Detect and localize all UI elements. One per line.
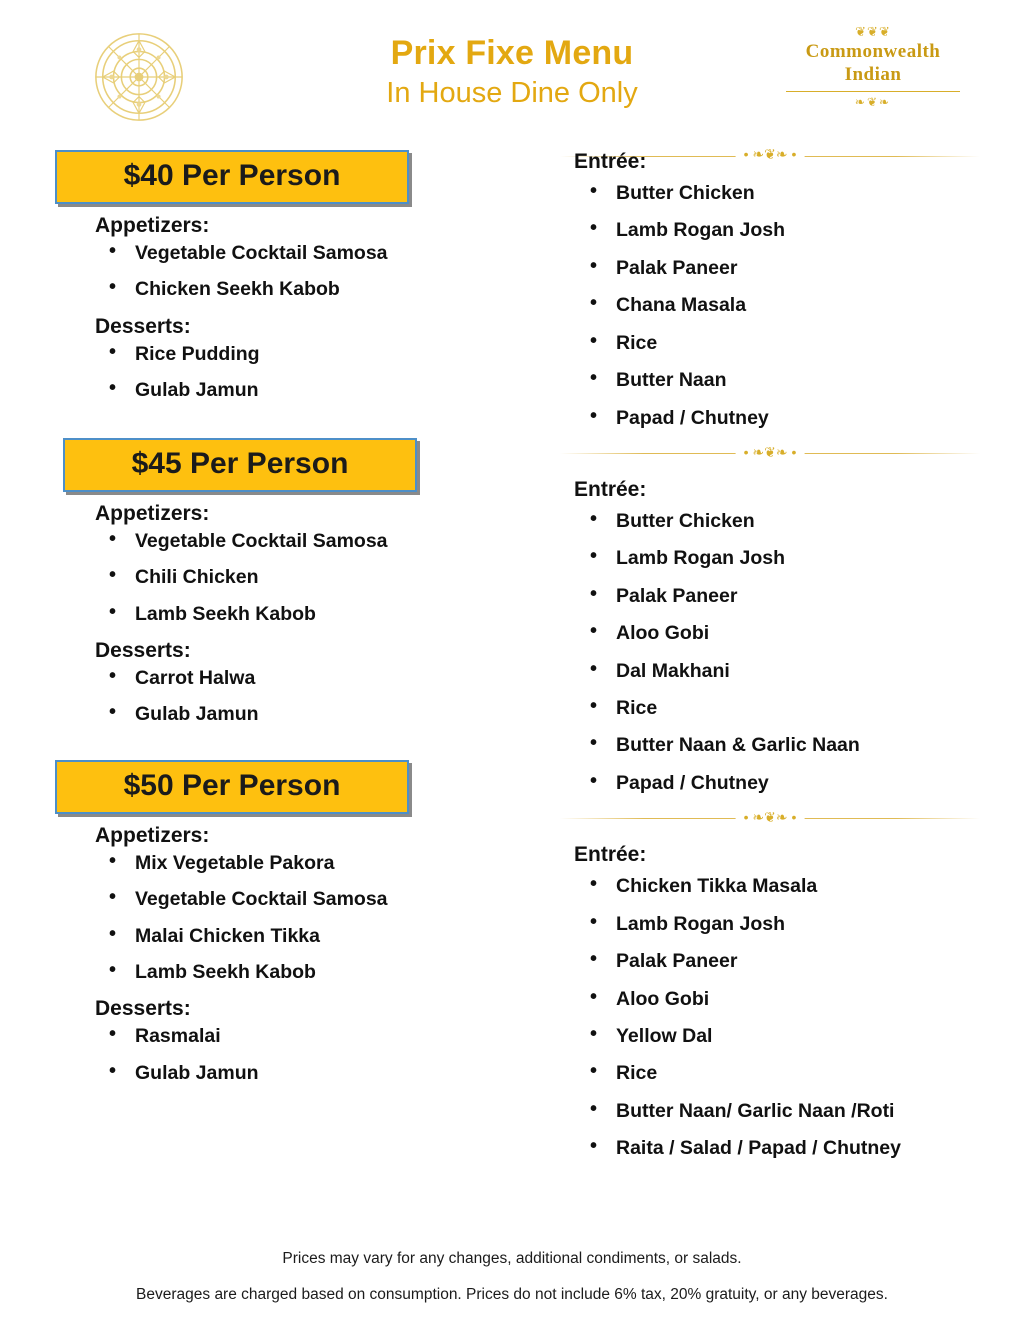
price-banner-50 (55, 760, 409, 814)
document-header (0, 0, 1024, 140)
list-item: • Chili Chicken (105, 566, 485, 588)
appetizers-list (105, 530, 485, 625)
list-item: • Palak Paneer (584, 585, 980, 607)
list-item: • Palak Paneer (584, 257, 980, 279)
section-divider (560, 444, 980, 462)
ornament-glyph-icon: • ❧❦❧ • (736, 807, 805, 827)
list-item: • Raita / Salad / Papad / Chutney (584, 1137, 980, 1159)
desserts-list (105, 1025, 485, 1084)
entree-group-3 (560, 843, 980, 1159)
footer-note-beverages: Beverages are charged based on consumption. Prices do not include 6% tax, 20% gratuity, or any beverages. (136, 1286, 888, 1303)
footer-note-prices: Prices may vary for any changes, additional condiments, or salads. (282, 1250, 742, 1267)
list-item: • Lamb Rogan Josh (584, 913, 980, 935)
list-item: • Rice (584, 1062, 980, 1084)
list-item: • Malai Chicken Tikka (105, 925, 485, 947)
list-item: • Vegetable Cocktail Samosa (105, 888, 485, 910)
menu-body (0, 140, 1024, 1326)
list-item: • Aloo Gobi (584, 988, 980, 1010)
tier-45 (55, 438, 485, 726)
brand-name-line2: Indian (844, 64, 902, 85)
ornament-glyph-icon: • ❧❦❧ • (736, 144, 805, 164)
list-item: • Rice (584, 332, 980, 354)
list-item: • Aloo Gobi (584, 622, 980, 644)
ornament-glyph-icon: • ❧❦❧ • (736, 442, 805, 462)
page-subtitle: In House Dine Only (386, 77, 638, 110)
list-item: • Gulab Jamun (105, 703, 485, 725)
tier-40 (55, 150, 485, 402)
desserts-label: Desserts: (95, 314, 191, 338)
price-label: $40 Per Person (123, 159, 341, 192)
price-label: $50 Per Person (123, 768, 341, 802)
entree-label: Entrée: (574, 150, 647, 173)
price-banner-45 (63, 438, 417, 492)
appetizers-list (105, 852, 485, 984)
appetizers-label: Appetizers: (95, 214, 210, 237)
entree-list (584, 182, 980, 429)
list-item: • Butter Naan & Garlic Naan (584, 734, 980, 756)
list-item: • Vegetable Cocktail Samosa (105, 242, 485, 264)
list-item: • Gulab Jamun (105, 379, 485, 401)
right-column (560, 150, 980, 1175)
list-item: • Butter Naan (584, 369, 980, 391)
brand-ornament-top-icon: ❦❦❦ (855, 24, 891, 39)
list-item: • Vegetable Cocktail Samosa (105, 530, 485, 552)
page-title: Prix Fixe Menu (390, 34, 634, 72)
list-item: • Lamb Rogan Josh (584, 547, 980, 569)
list-item: • Butter Naan/ Garlic Naan /Roti (584, 1100, 980, 1122)
left-column (55, 150, 485, 1098)
list-item: • Chicken Tikka Masala (584, 875, 980, 897)
list-item: • Rice Pudding (105, 343, 485, 365)
brand-ornament-bottom-icon: ❧❦❧ (854, 95, 892, 109)
list-item: • Lamb Seekh Kabob (105, 961, 485, 983)
price-banner-40 (55, 150, 409, 204)
entree-group-1 (560, 150, 980, 429)
list-item: • Carrot Halwa (105, 667, 485, 689)
appetizers-list (105, 242, 485, 301)
entree-label: Entrée: (574, 477, 647, 501)
list-item: • Rice (584, 697, 980, 719)
desserts-label: Desserts: (95, 997, 191, 1021)
list-item: • Yellow Dal (584, 1025, 980, 1047)
list-item: • Palak Paneer (584, 950, 980, 972)
price-label: $45 Per Person (131, 446, 349, 480)
document-footer (0, 1250, 1024, 1304)
entree-list (584, 875, 980, 1159)
brand-logo (780, 26, 966, 132)
tier-50 (55, 760, 485, 1085)
list-item: • Butter Chicken (584, 182, 980, 204)
section-divider (560, 809, 980, 827)
list-item: • Chicken Seekh Kabob (105, 278, 485, 300)
desserts-label: Desserts: (95, 638, 191, 662)
appetizers-label: Appetizers: (95, 823, 210, 847)
list-item: • Butter Chicken (584, 510, 980, 532)
list-item: • Papad / Chutney (584, 407, 980, 429)
brand-divider (786, 91, 960, 92)
appetizers-label: Appetizers: (95, 501, 210, 525)
list-item: • Lamb Seekh Kabob (105, 603, 485, 625)
list-item: • Mix Vegetable Pakora (105, 852, 485, 874)
list-item: • Gulab Jamun (105, 1062, 485, 1084)
list-item: • Rasmalai (105, 1025, 485, 1047)
list-item: • Lamb Rogan Josh (584, 219, 980, 241)
list-item: • Dal Makhani (584, 660, 980, 682)
desserts-list (105, 343, 485, 402)
desserts-list (105, 667, 485, 726)
list-item: • Papad / Chutney (584, 772, 980, 794)
entree-label: Entrée: (574, 843, 647, 867)
entree-group-2 (560, 478, 980, 794)
brand-name-line1: Commonwealth (805, 41, 941, 62)
entree-list (584, 510, 980, 794)
list-item: • Chana Masala (584, 294, 980, 316)
